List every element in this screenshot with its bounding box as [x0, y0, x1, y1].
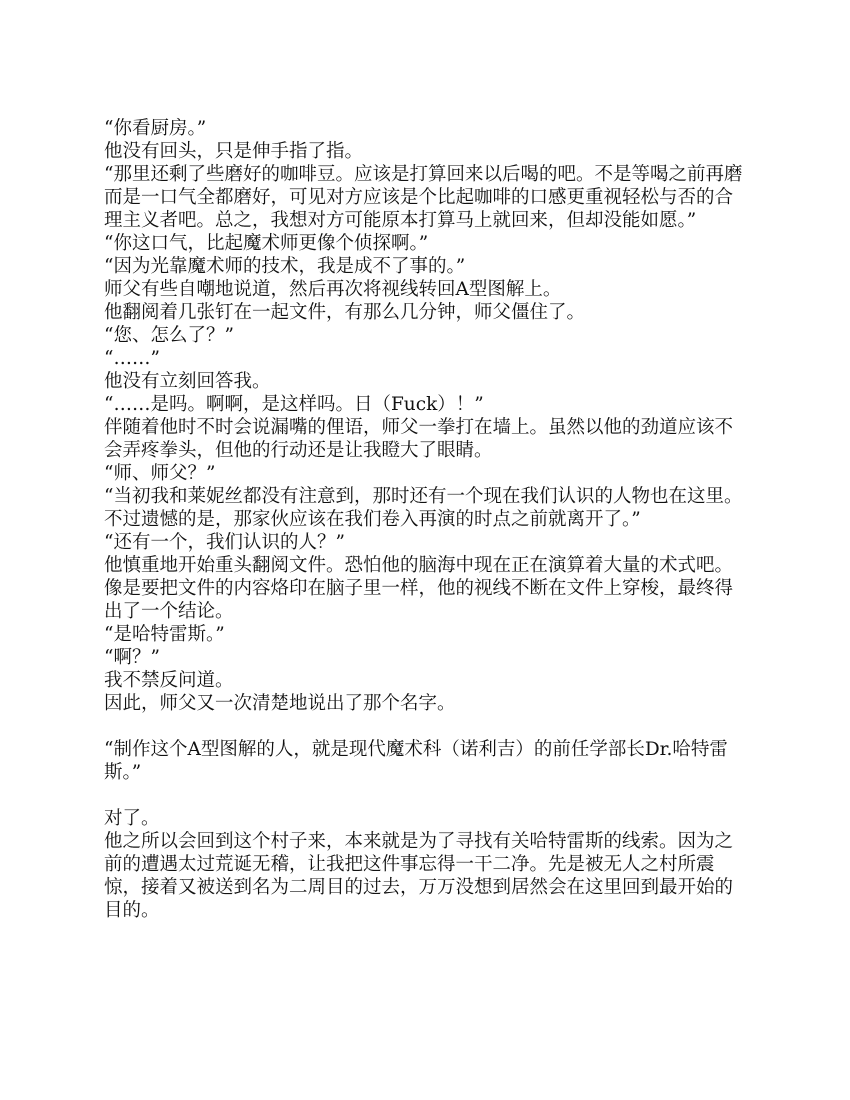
document-page: [104, 117, 748, 922]
paragraph: 他翻阅着几张钉在一起文件，有那么几分钟，师父僵住了。: [104, 302, 586, 323]
paragraph: 他没有回头，只是伸手指了指。: [104, 141, 364, 162]
paragraph: 伴随着他时不时会说漏嘴的俚语，师父一拳打在墙上。虽然以他的劲道应该不会弄疼拳头，但他的行动还是让我瞪大了眼睛。: [104, 417, 734, 461]
paragraph: 对了。: [104, 808, 160, 829]
paragraph: “师、师父？”: [104, 463, 216, 484]
paragraph: “因为光靠魔术师的技术，我是成不了事的。”: [104, 256, 466, 277]
paragraph: 他慎重地开始重头翻阅文件。恐怕他的脑海中现在正在演算着大量的术式吧。像是要把文件的内容烙印在脑子里一样，他的视线不断在文件上穿梭，最终得出了一个结论。: [104, 555, 734, 622]
paragraph: “制作这个A型图解的人，就是现代魔术科（诺利吉）的前任学部长Dr.哈特雷斯。”: [104, 739, 728, 783]
paragraph: 师父有些自嘲地说道，然后再次将视线转回A型图解上。: [104, 279, 562, 300]
paragraph: “啊？”: [104, 647, 160, 668]
paragraph: “您、怎么了？”: [104, 325, 234, 346]
paragraph: “你看厨房。”: [104, 118, 207, 139]
paragraph: “……”: [104, 348, 160, 369]
paragraph: “还有一个，我们认识的人？”: [104, 532, 345, 553]
paragraph: 我不禁反问道。: [104, 670, 234, 691]
paragraph: “那里还剩了些磨好的咖啡豆。应该是打算回来以后喝的吧。不是等喝之前再磨而是一口气全都磨好，可见对方应该是个比起咖啡的口感更重视轻松与否的合理主义者吧。总之，我想对方可能原本打算马上就回来，但却没能如愿。”: [104, 164, 743, 231]
paragraph: “你这口气，比起魔术师更像个侦探啊。”: [104, 233, 429, 254]
paragraph: 他没有立刻回答我。: [104, 371, 271, 392]
paragraph-spacer: [104, 715, 748, 738]
paragraph-spacer: [104, 784, 748, 807]
paragraph: 他之所以会回到这个村子来，本来就是为了寻找有关哈特雷斯的线索。因为之前的遭遇太过荒诞无稽，让我把这件事忘得一干二净。先是被无人之村所震惊，接着又被送到名为二周目的过去，万万没想到居然会在这里回到最开始的目的。: [104, 831, 734, 921]
paragraph: “当初我和莱妮丝都没有注意到，那时还有一个现在我们认识的人物也在这里。不过遗憾的是，那家伙应该在我们卷入再演的时点之前就离开了。”: [104, 486, 743, 530]
paragraph: “……是吗。啊啊，是这样吗。日（Fuck）！”: [104, 394, 484, 415]
paragraph: “是哈特雷斯。”: [104, 624, 225, 645]
paragraph: 因此，师父又一次清楚地说出了那个名字。: [104, 693, 456, 714]
